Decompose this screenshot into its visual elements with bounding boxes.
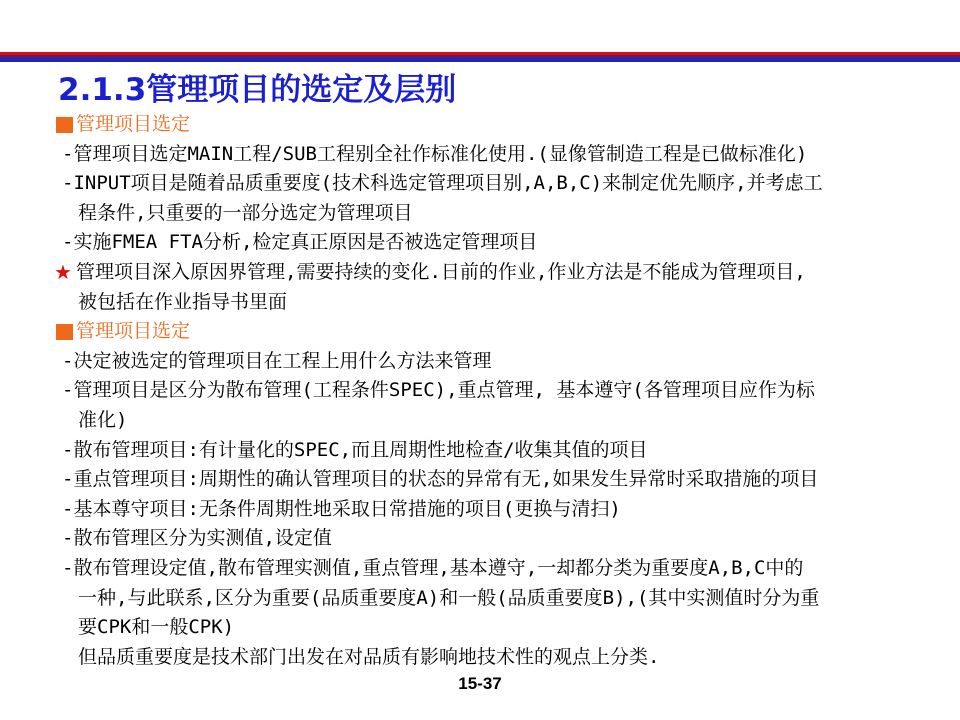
page-title: 2.1.3管理项目的选定及层别 — [58, 72, 457, 108]
star-icon: ★ — [54, 259, 72, 284]
line-text: 程条件,只重要的一部分选定为管理项目 — [78, 201, 413, 224]
line-text: -管理项目选定MAIN工程/SUB工程别全社作标准化使用.(显像管制造工程是已做标准化) — [62, 142, 808, 165]
line-text: -决定被选定的管理项目在工程上用什么方法来管理 — [62, 349, 492, 372]
list-item — [54, 376, 934, 406]
line-text: -散布管理项目:有计量化的SPEC,而且周期性地检查/收集其值的项目 — [62, 438, 648, 461]
list-item-continuation — [54, 584, 934, 614]
list-item — [54, 495, 934, 525]
line-text: 管理项目选定 — [76, 320, 191, 343]
square-bullet-icon — [56, 324, 73, 340]
section-heading — [54, 317, 934, 347]
list-item — [54, 228, 934, 258]
list-item-continuation — [54, 406, 934, 436]
list-item-continuation — [54, 199, 934, 229]
line-text: 管理项目选定 — [76, 113, 191, 135]
line-text: 但品质重要度是技术部门出发在对品质有影响地技术性的观点上分类. — [78, 645, 660, 668]
list-item — [54, 554, 934, 584]
square-bullet-icon — [56, 117, 73, 133]
list-item — [54, 347, 934, 377]
line-text: -管理项目是区分为散布管理(工程条件SPEC),重点管理, 基本遵守(各管理项目应作为标 — [62, 379, 815, 402]
line-text: 一种,与此联系,区分为重要(品质重要度A)和一般(品质重要度B),(其中实测值时分为重 — [78, 586, 820, 609]
list-item — [54, 524, 934, 554]
line-text: -INPUT项目是随着品质重要度(技术科选定管理项目别,A,B,C)来制定优先顺序,并考虑工 — [62, 172, 823, 195]
slide-content — [54, 110, 934, 672]
line-text: 要CPK和一般CPK) — [78, 616, 235, 639]
line-text: 管理项目深入原因界管理,需要持续的变化.日前的作业,作业方法是不能成为管理项目, — [76, 260, 806, 283]
list-item — [54, 140, 934, 170]
list-item — [54, 169, 934, 199]
header-color-band — [0, 52, 960, 62]
line-text: 被包括在作业指导书里面 — [78, 290, 288, 313]
starred-item — [54, 258, 934, 288]
list-item-continuation — [54, 613, 934, 643]
line-text: -基本尊守项目:无条件周期性地采取日常措施的项目(更换与清扫) — [62, 497, 621, 520]
list-item — [54, 436, 934, 466]
line-text: -重点管理项目:周期性的确认管理项目的状态的异常有无,如果发生异常时采取措施的项目 — [62, 468, 819, 491]
section-heading — [54, 110, 934, 140]
list-item — [54, 465, 934, 495]
list-item-continuation — [54, 643, 934, 673]
line-text: -散布管理区分为实测值,设定值 — [62, 527, 332, 550]
line-text: 准化) — [78, 408, 128, 431]
line-text: -实施FMEA FTA分析,检定真正原因是否被选定管理项目 — [62, 231, 538, 254]
list-item-continuation — [54, 288, 934, 318]
page-number: 15-37 — [458, 674, 502, 693]
line-text: -散布管理设定值,散布管理实测值,重点管理,基本遵守,一却都分类为重要度A,B,C中的 — [62, 556, 804, 579]
